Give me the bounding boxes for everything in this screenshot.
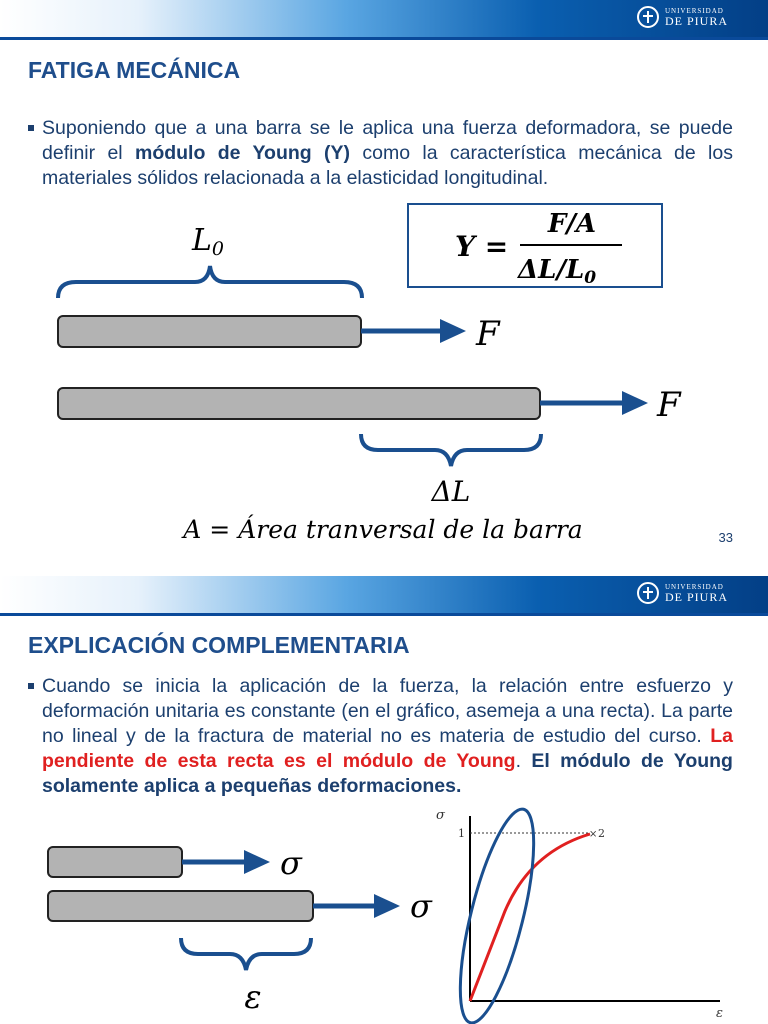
graph-tick-1: 1 (458, 827, 465, 840)
slide-separator (0, 566, 768, 576)
slide-title: EXPLICACIÓN COMPLEMENTARIA (28, 632, 410, 658)
stress-arrowhead-1 (244, 850, 270, 874)
length-brace (58, 266, 362, 298)
bar-short (48, 847, 182, 877)
area-note: A = Área tranversal de la barra (183, 515, 583, 544)
bullet-paragraph: Cuando se inicia la aplicación de la fuerza, la relación entre esfuerzo y deformación unitaria es constante (en el gráfico, asemeja a una recta). La parte no lineal y de la fractura de material no es materia de estudio del curso. La pendiente de esta recta es el módulo de Young. El módulo de Young solamente aplica a pequeñas deformaciones. (28, 674, 733, 799)
graph-point-2: 2 (598, 827, 605, 840)
stress-arrowhead-2 (374, 894, 400, 918)
bar-elongated (58, 388, 540, 419)
strain-brace (181, 938, 311, 970)
formula-lhs: Y = (455, 230, 509, 263)
logo-line-2: DE PIURA (664, 13, 728, 28)
force-arrowhead-2 (622, 391, 648, 415)
bar-long (48, 891, 313, 921)
force-arrowhead-1 (440, 319, 466, 343)
stress-strain-diagram (0, 576, 768, 1024)
formula-numerator: F/A (547, 209, 597, 239)
elongation-brace (361, 434, 541, 466)
graph-y-label: σ (436, 808, 445, 823)
bullet-paragraph: Suponiendo que a una barra se le aplica una fuerza deformadora, se puede definir el módulo de Young (Y) como la característica mecánica de los materiales sólidos relacionada a la elasticidad longitudinal. (28, 116, 733, 191)
page-number: 33 (718, 530, 733, 545)
slope-statement: La pendiente de esta recta es el módulo de Young (42, 725, 733, 772)
elongation-label: ΔL (431, 475, 471, 508)
slide-34 (0, 576, 768, 1024)
stress-label-2: σ (410, 887, 432, 925)
force-label-2: F (657, 385, 681, 425)
bar-original (58, 316, 361, 347)
slide-title: FATIGA MECÁNICA (28, 57, 241, 83)
logo-line-2: DE PIURA (664, 589, 728, 604)
length-label: L0 (192, 223, 225, 260)
graph-x-label: ε (716, 1006, 723, 1021)
logo-line-1: UNIVERSIDAD (664, 6, 724, 15)
graph-x-mark: × (589, 829, 598, 840)
logo-line-1: UNIVERSIDAD (664, 582, 724, 591)
young-modulus-term: módulo de Young (Y) (134, 142, 351, 164)
force-label-1: F (476, 314, 500, 354)
small-deformation-note: El módulo de Young solamente aplica a pequeñas deformaciones. (42, 750, 733, 797)
formula-denominator: ΔL/L0 (518, 255, 597, 288)
stress-label-1: σ (280, 844, 302, 882)
strain-label: ε (244, 978, 262, 1016)
